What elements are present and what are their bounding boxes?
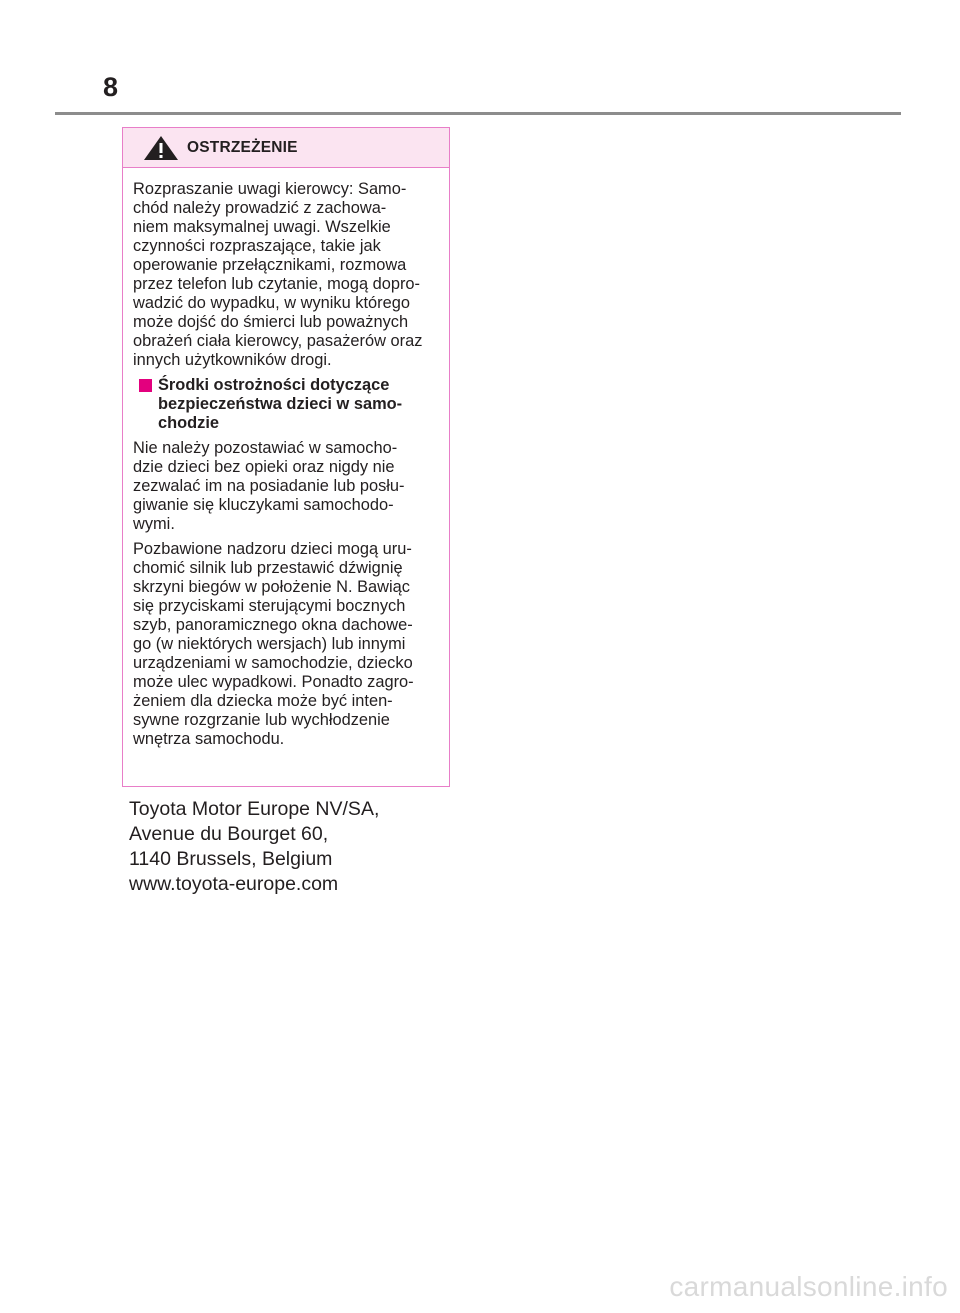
address-line-company: Toyota Motor Europe NV/SA, [129,798,380,820]
address-line-website: www.toyota-europe.com [129,873,339,895]
child-safety-subheading [139,376,445,433]
header-rule [55,112,901,115]
manufacturer-address [129,797,379,897]
warning-box [122,127,450,787]
bullet-square-icon [139,379,152,392]
watermark: carmanualsonline.info [669,1271,948,1302]
warning-title: OSTRZEŻENIE [187,138,298,156]
address-line-city: 1140 Brussels, Belgium [129,848,333,870]
warning-body [123,168,449,749]
address-line-street: Avenue du Bourget 60, [129,823,329,845]
warning-paragraph-distraction: Rozpraszanie uwagi kierowcy: Samo- chód należy prowadzić z zachowa- niem maksymalnej uwagi. Wszelkie czynności rozpraszające, takie jak operowanie przełącznikami, rozmowa przez telefon lub czytanie, mogą dopro- wadzić do wypadku, w wyniku którego może dojść do śmierci lub poważnych obrażeń ciała kierowcy, pasażerów oraz innych użytkowników drogi. [133,180,423,369]
warning-triangle-icon [143,135,179,161]
child-safety-subheading-text: Środki ostrożności dotyczące bezpieczeństwa dzieci w samo- chodzie [158,376,403,432]
warning-header [123,128,449,168]
page-number: 8 [103,72,119,102]
warning-paragraph-children-controls: Pozbawione nadzoru dzieci mogą uru- chomić silnik lub przestawić dźwignię skrzyni biegów w położenie N. Bawiąc się przyciskami sterującymi bocznych szyb, panoramicznego okna dachowe- go (w niektórych wersjach) lub innymi urządzeniami w samochodzie, dziecko może ulec wypadkowi. Ponadto zagro- żeniem dla dziecka może być inten- sywne rozgrzanie lub wychłodzenie wnętrza samochodu. [133,540,414,748]
warning-paragraph-children-keys: Nie należy pozostawiać w samocho- dzie dzieci bez opieki oraz nigdy nie zezwalać im na posiadanie lub posłu- giwanie się kluczykami samochodo- wymi. [133,439,405,533]
